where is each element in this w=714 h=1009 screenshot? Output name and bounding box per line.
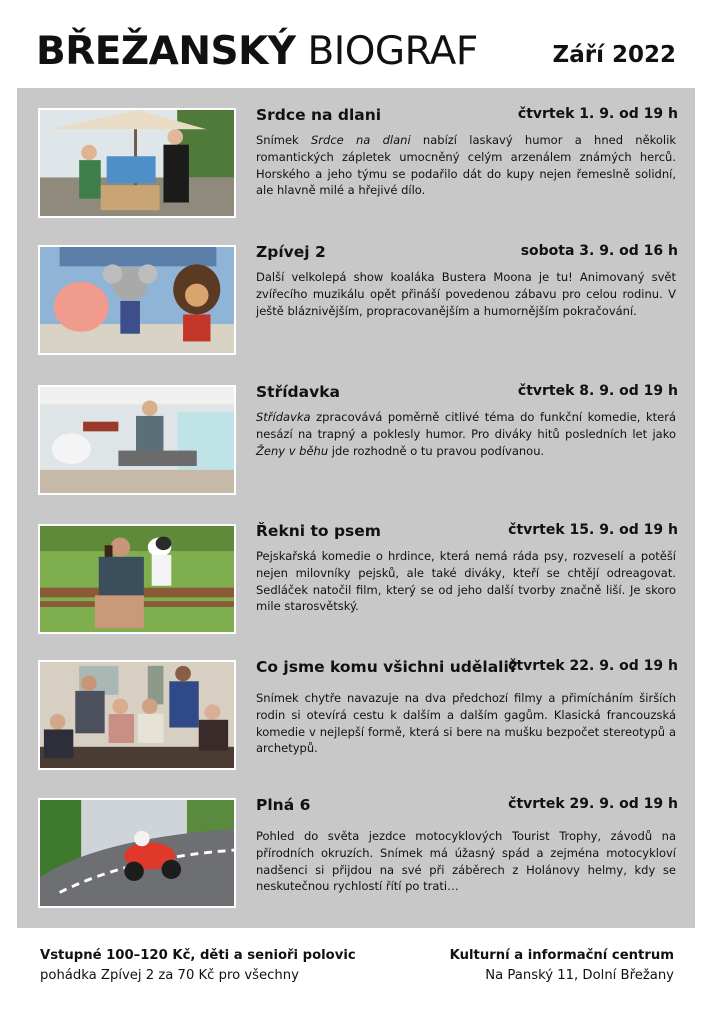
brand-title	[36, 30, 478, 74]
brand-light: BIOGRAF	[295, 29, 478, 74]
description-text: nabízí laskavý humor a hned několik romantických zápletek umocněný celým arzenálem známých herců. Horského a jeho týmu se podařilo dát do kupy nejen řemeslně solidní, ale hlavně milé a hřejivé dílo.	[256, 133, 676, 198]
movie-photo-plna-6	[38, 798, 236, 908]
movie-title: Srdce na dlani	[256, 106, 382, 124]
description-text: jde rozhodně o tu pravou podívanou.	[328, 443, 545, 458]
description-text: Snímek chytře navazuje na dva předchozí filmy a přimícháním širších rodin si otevírá cestu k dalším a dalším gagům. Klasická francouzská komedie v nejlepší formě, která si bere na mušku bezpočet stereotypů a archetypů.	[256, 691, 676, 756]
description-text: Pohled do světa jezdce motocyklových Tourist Trophy, závodů na přírodních okruzích. Snímek má úžasný spád a zejména motocykloví nadšenci si přijdou na své při záběrech z Holánovy helmy, kdy se neskutečnou rychlostí řítí po trati…	[256, 829, 676, 894]
month-label: Září 2022	[552, 42, 676, 68]
movie-item	[38, 798, 678, 908]
movie-date: čtvrtek 15. 9. od 19 h	[508, 522, 678, 538]
movie-title: Řekni to psem	[256, 522, 381, 540]
movie-description	[256, 828, 676, 895]
movie-item	[38, 108, 678, 218]
movie-date: sobota 3. 9. od 16 h	[520, 243, 678, 259]
description-text: Další velkolepá show koaláka Bustera Moona je tu! Animovaný svět zvířecího muzikálu opět přináší povedenou zábavu pro celou rodinu. V ještě bláznivějším, propracovanějším a humornějším pokračování.	[256, 270, 676, 318]
movie-description	[256, 690, 676, 757]
movie-title: Zpívej 2	[256, 243, 326, 261]
movie-item	[38, 245, 678, 355]
movie-photo-stridavka	[38, 385, 236, 495]
movie-photo-rekni-to-psem	[38, 524, 236, 634]
price-line: Vstupné 100–120 Kč, děti a senioři polovic	[40, 948, 356, 963]
movie-description	[256, 269, 676, 319]
venue-address: Na Panský 11, Dolní Břežany	[485, 968, 674, 983]
description-text: zpracovává poměrně citlivé téma do funkční komedie, která nesází na trapný a poklesly humor. Pro diváky hitů posledních let jako	[256, 410, 676, 441]
footer-venue	[450, 946, 674, 986]
kids-price-line: pohádka Zpívej 2 za 70 Kč pro všechny	[40, 968, 299, 983]
movie-photo-srdce-na-dlani	[38, 108, 236, 218]
movie-item	[38, 385, 678, 495]
movie-title: Plná 6	[256, 796, 311, 814]
footer-prices	[40, 946, 356, 986]
movie-date: čtvrtek 29. 9. od 19 h	[508, 796, 678, 812]
movie-description	[256, 132, 676, 199]
description-text: Ženy v běhu	[256, 443, 329, 458]
header	[36, 30, 676, 80]
movie-photo-co-jsme-komu	[38, 660, 236, 770]
movie-date: čtvrtek 8. 9. od 19 h	[517, 383, 678, 399]
movie-photo-zpivej-2	[38, 245, 236, 355]
description-text: Snímek	[256, 133, 311, 147]
movie-item	[38, 524, 678, 634]
movie-item	[38, 660, 678, 770]
description-text: Srdce na dlani	[311, 133, 411, 147]
venue-name: Kulturní a informační centrum	[449, 948, 674, 963]
brand-bold: BŘEŽANSKÝ	[36, 29, 296, 74]
movie-description	[256, 409, 676, 459]
movie-date: čtvrtek 22. 9. od 19 h	[508, 658, 678, 674]
movie-title: Co jsme komu všichni udělali?	[256, 658, 518, 676]
description-text: Pejskařská komedie o hrdince, která nemá ráda psy, rozveselí a potěší nejen milovníky pejsků, ale také diváky, kteří se chtějí odreagovat. Sedláček natočil film, který se od jeho další tvorby značně liší. Je skoro mile starosvětský.	[256, 549, 676, 614]
movie-title: Střídavka	[256, 383, 340, 401]
description-text: Střídavka	[256, 410, 311, 424]
movie-description	[256, 548, 676, 615]
program-panel	[17, 88, 695, 928]
movie-date: čtvrtek 1. 9. od 19 h	[517, 106, 678, 122]
